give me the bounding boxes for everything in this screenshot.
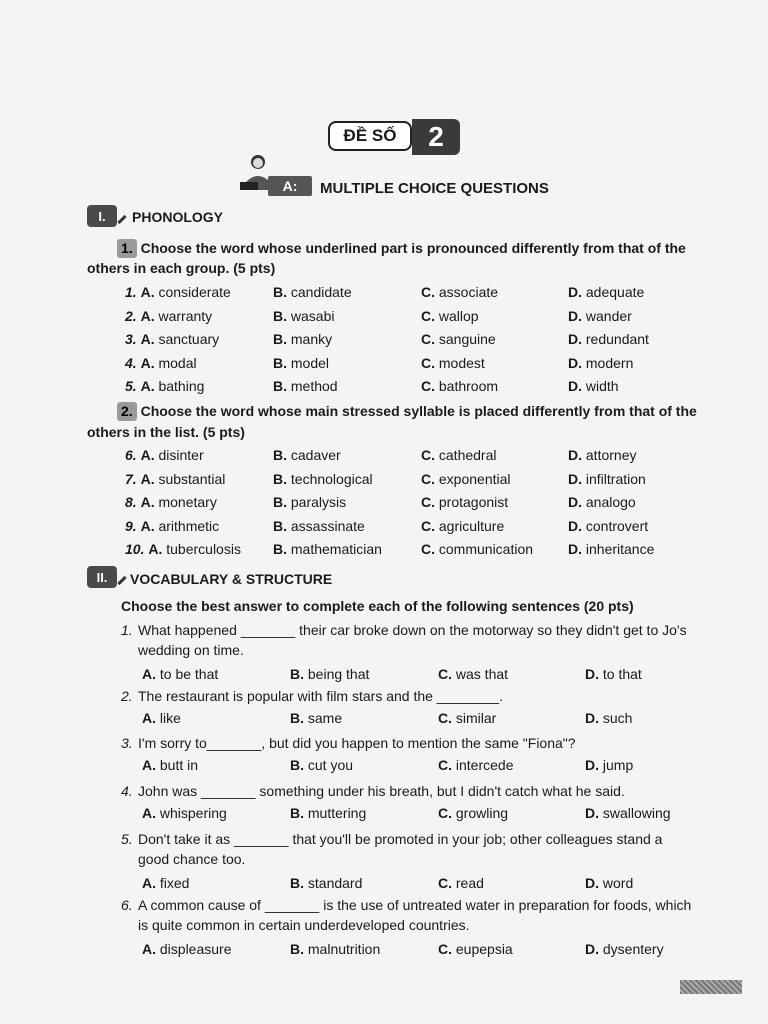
option-text: adequate — [585, 284, 645, 300]
answer-text: to that — [602, 666, 642, 682]
option-letter: A. — [140, 517, 155, 534]
option-d — [568, 331, 649, 347]
option-letter: B. — [273, 354, 287, 371]
question-number: 6. — [121, 897, 133, 913]
option-d — [568, 541, 654, 557]
answer-letter: A. — [142, 941, 156, 957]
item-number: 3. — [125, 331, 137, 347]
option-letter: C. — [421, 541, 435, 557]
answer-letter: D. — [585, 805, 599, 821]
exercise-2-badge: 2. — [117, 402, 137, 421]
option-text: redundant — [585, 331, 649, 347]
option-c — [421, 541, 533, 557]
item-number: 7. — [125, 470, 137, 487]
answer-c — [438, 708, 496, 728]
answer-d — [585, 939, 664, 959]
option-letter: B. — [273, 284, 287, 300]
option-text: cathedral — [438, 447, 497, 463]
option-b — [273, 308, 334, 324]
question-number: 3. — [121, 735, 133, 751]
answer-letter: D. — [585, 666, 599, 682]
option-text: tuberculosis — [166, 541, 241, 557]
option-letter: D. — [568, 494, 582, 510]
option-text: communication — [438, 541, 534, 557]
option-text: cadaver — [290, 447, 341, 463]
answer-text: whispering — [159, 805, 227, 821]
answer-a — [142, 873, 189, 893]
section-1-title: PHONOLOGY — [132, 209, 224, 225]
option-text: modern — [585, 354, 634, 371]
option-text: modal — [158, 354, 197, 371]
answer-b — [290, 803, 366, 823]
option-letter: C. — [421, 470, 435, 487]
part-a-title: MULTIPLE CHOICE QUESTIONS — [320, 180, 549, 197]
option-text: manky — [290, 331, 333, 347]
answer-letter: B. — [290, 666, 304, 682]
option-letter: B. — [273, 331, 287, 347]
option-letter: D. — [568, 517, 582, 534]
option-b — [273, 378, 338, 394]
option-text: model — [290, 354, 330, 371]
option-text: wander — [585, 307, 632, 324]
answer-letter: C. — [438, 710, 452, 726]
answer-text: same — [307, 710, 343, 726]
answer-text: growling — [455, 805, 509, 821]
answer-text: jump — [602, 757, 634, 773]
question-text: The restaurant is popular with film stars and the ________. — [138, 688, 503, 704]
exercise-1-badge: 1. — [117, 239, 137, 258]
option-letter: C. — [421, 354, 435, 371]
option-b — [273, 355, 329, 371]
option-letter: C. — [421, 517, 435, 534]
answer-letter: A. — [142, 757, 156, 773]
option-letter: A. — [140, 494, 155, 510]
answer-b — [290, 939, 380, 959]
question-text-cont: good chance too. — [138, 851, 246, 867]
option-text: sanctuary — [158, 331, 220, 347]
option-letter: D. — [568, 541, 582, 557]
option-text: agriculture — [438, 517, 505, 534]
question-number: 4. — [121, 783, 133, 799]
answer-text: displeasure — [159, 941, 232, 957]
answer-letter: D. — [585, 941, 599, 957]
answer-text: fixed — [159, 875, 190, 891]
answer-a — [142, 755, 198, 775]
option-b — [273, 541, 382, 557]
option-c — [421, 494, 508, 510]
answer-text: read — [455, 875, 484, 891]
section-2-instruction: Choose the best answer to complete each of the following sentences (20 pts) — [121, 598, 634, 614]
option-text: monetary — [158, 494, 217, 510]
option-c — [421, 471, 511, 487]
option-letter: A. — [148, 541, 163, 557]
section-2-title: VOCABULARY & STRUCTURE — [130, 571, 333, 587]
option-c — [421, 355, 485, 371]
option-a — [125, 331, 219, 347]
option-row — [0, 471, 768, 491]
option-text: inheritance — [585, 541, 655, 557]
option-text: attorney — [585, 447, 637, 463]
option-d — [568, 308, 632, 324]
option-b — [273, 284, 352, 300]
answer-c — [438, 803, 508, 823]
option-c — [421, 447, 496, 463]
answer-text: muttering — [307, 805, 367, 821]
exercise-1-line2: others in each group. (5 pts) — [87, 260, 276, 276]
answer-letter: B. — [290, 805, 304, 821]
answer-d — [585, 708, 632, 728]
option-letter: A. — [140, 331, 155, 347]
answer-a — [142, 803, 227, 823]
answer-c — [438, 873, 484, 893]
question-text-cont: is quite common in certain underdeveloped countries. — [138, 917, 470, 933]
pencil-icon — [118, 214, 127, 223]
option-text: protagonist — [438, 494, 509, 510]
answer-text: being that — [307, 666, 370, 682]
option-text: wasabi — [290, 307, 335, 324]
option-letter: C. — [421, 307, 435, 324]
option-b — [273, 471, 373, 487]
question-number: 1. — [121, 622, 133, 638]
option-letter: B. — [273, 378, 287, 394]
option-row — [0, 518, 768, 538]
answer-b — [290, 664, 369, 684]
option-letter: C. — [421, 494, 435, 510]
option-letter: D. — [568, 378, 582, 394]
question-text-cont: wedding on time. — [138, 642, 244, 658]
answer-letter: B. — [290, 757, 304, 773]
option-text: width — [585, 378, 619, 394]
answer-b — [290, 873, 362, 893]
option-letter: A. — [140, 307, 155, 324]
answer-text: eupepsia — [455, 941, 513, 957]
answer-letter: C. — [438, 666, 452, 682]
option-row — [0, 447, 768, 467]
option-d — [568, 518, 648, 534]
option-letter: B. — [273, 541, 287, 557]
option-row — [0, 494, 768, 514]
answer-text: standard — [307, 875, 363, 891]
option-row — [0, 308, 768, 328]
question-number: 5. — [121, 831, 133, 847]
option-a — [125, 541, 241, 557]
option-d — [568, 284, 644, 300]
option-text: sanguine — [438, 331, 496, 347]
option-row — [0, 541, 768, 561]
answer-text: was that — [455, 666, 509, 682]
option-a — [125, 284, 231, 300]
answer-text: malnutrition — [307, 941, 381, 957]
answer-letter: D. — [585, 875, 599, 891]
item-number: 5. — [125, 378, 137, 394]
section-1-badge: I. — [87, 205, 127, 227]
option-text: associate — [438, 284, 499, 300]
option-c — [421, 518, 504, 534]
option-b — [273, 331, 332, 347]
answer-text: to be that — [159, 666, 219, 682]
question-text: What happened _______ their car broke down on the motorway so they didn't get to Jo's — [138, 622, 687, 638]
answer-letter: D. — [585, 710, 599, 726]
option-letter: A. — [140, 354, 155, 371]
answer-text: butt in — [159, 757, 199, 773]
option-text: warranty — [158, 307, 213, 324]
option-text: bathing — [158, 378, 205, 394]
item-number: 9. — [125, 517, 137, 534]
answer-letter: A. — [142, 875, 156, 891]
option-letter: D. — [568, 470, 582, 487]
answer-letter: C. — [438, 757, 452, 773]
answer-text: swallowing — [602, 805, 671, 821]
option-letter: D. — [568, 284, 582, 300]
answer-letter: A. — [142, 710, 156, 726]
option-d — [568, 471, 646, 487]
option-letter: B. — [273, 470, 287, 487]
option-a — [125, 378, 204, 394]
answer-b — [290, 755, 353, 775]
answer-c — [438, 939, 513, 959]
answer-letter: A. — [142, 805, 156, 821]
item-number: 8. — [125, 494, 137, 510]
question-text: I'm sorry to_______, but did you happen to mention the same "Fiona"? — [138, 735, 576, 751]
option-d — [568, 494, 636, 510]
option-text: assassinate — [290, 517, 365, 534]
option-c — [421, 331, 496, 347]
option-a — [125, 471, 225, 487]
answer-letter: B. — [290, 941, 304, 957]
option-text: disinter — [158, 447, 204, 463]
option-row — [0, 355, 768, 375]
option-letter: C. — [421, 378, 435, 394]
option-letter: C. — [421, 331, 435, 347]
option-text: substantial — [158, 470, 226, 487]
answer-c — [438, 664, 508, 684]
option-text: arithmetic — [158, 517, 220, 534]
option-a — [125, 308, 212, 324]
answer-letter: D. — [585, 757, 599, 773]
answer-letter: C. — [438, 941, 452, 957]
exercise-1-line1: 1. Choose the word whose underlined part is pronounced differently from that of the — [117, 239, 686, 258]
option-letter: A. — [140, 284, 155, 300]
option-b — [273, 447, 341, 463]
option-letter: D. — [568, 447, 582, 463]
section-2-badge: II. — [87, 566, 127, 588]
option-b — [273, 494, 346, 510]
option-a — [125, 355, 197, 371]
answer-text: like — [159, 710, 181, 726]
option-text: technological — [290, 470, 373, 487]
option-text: paralysis — [290, 494, 347, 510]
option-row — [0, 378, 768, 398]
option-letter: D. — [568, 331, 582, 347]
option-d — [568, 378, 619, 394]
test-title — [328, 119, 460, 155]
item-number: 4. — [125, 354, 137, 371]
option-letter: C. — [421, 284, 435, 300]
option-letter: B. — [273, 517, 287, 534]
exercise-2-line1: 2. Choose the word whose main stressed syllable is placed differently from that of the — [117, 402, 697, 421]
option-text: infiltration — [585, 470, 646, 487]
option-letter: B. — [273, 447, 287, 463]
option-c — [421, 378, 498, 394]
option-text: method — [290, 378, 338, 394]
option-text: exponential — [438, 470, 511, 487]
option-c — [421, 284, 498, 300]
option-letter: B. — [273, 494, 287, 510]
answer-text: dysentery — [602, 941, 664, 957]
answer-letter: C. — [438, 805, 452, 821]
answer-text: such — [602, 710, 633, 726]
option-b — [273, 518, 365, 534]
answer-b — [290, 708, 342, 728]
answer-c — [438, 755, 513, 775]
option-c — [421, 308, 479, 324]
option-text: controvert — [585, 517, 649, 534]
option-letter: A. — [140, 470, 155, 487]
answer-d — [585, 664, 642, 684]
option-text: considerate — [158, 284, 231, 300]
answer-text: cut you — [307, 757, 354, 773]
question-text: A common cause of _______ is the use of untreated water in preparation for foods, which — [138, 897, 692, 913]
option-letter: D. — [568, 307, 582, 324]
test-label: ĐỀ SỐ — [328, 121, 412, 151]
page-number — [680, 980, 742, 994]
answer-d — [585, 755, 633, 775]
option-letter: A. — [140, 447, 155, 463]
option-a — [125, 518, 219, 534]
answer-d — [585, 803, 671, 823]
part-a-badge: A: — [268, 176, 312, 196]
item-number: 2. — [125, 307, 137, 324]
item-number: 10. — [125, 541, 145, 557]
test-number: 2 — [412, 119, 460, 155]
option-row — [0, 331, 768, 351]
option-letter: C. — [421, 447, 435, 463]
answer-a — [142, 664, 218, 684]
option-text: candidate — [290, 284, 352, 300]
option-a — [125, 494, 217, 510]
item-number: 1. — [125, 284, 137, 300]
answer-letter: B. — [290, 710, 304, 726]
option-letter: B. — [273, 307, 287, 324]
option-a — [125, 447, 204, 463]
answer-a — [142, 939, 232, 959]
option-text: mathematician — [290, 541, 382, 557]
option-text: wallop — [438, 307, 479, 324]
option-letter: D. — [568, 354, 582, 371]
answer-letter: C. — [438, 875, 452, 891]
option-text: bathroom — [438, 378, 499, 394]
answer-letter: A. — [142, 666, 156, 682]
pencil-icon — [118, 575, 127, 584]
item-number: 6. — [125, 447, 137, 463]
option-text: modest — [438, 354, 485, 371]
answer-text: similar — [455, 710, 497, 726]
exercise-2-line2: others in the list. (5 pts) — [87, 424, 245, 440]
answer-letter: B. — [290, 875, 304, 891]
option-d — [568, 355, 633, 371]
option-d — [568, 447, 636, 463]
question-number: 2. — [121, 688, 133, 704]
question-text: John was _______ something under his breath, but I didn't catch what he said. — [138, 783, 625, 799]
option-letter: A. — [140, 378, 155, 394]
answer-text: intercede — [455, 757, 514, 773]
question-text: Don't take it as _______ that you'll be promoted in your job; other colleagues stand a — [138, 831, 663, 847]
option-row — [0, 284, 768, 304]
answer-d — [585, 873, 633, 893]
option-text: analogo — [585, 494, 636, 510]
answer-text: word — [602, 875, 634, 891]
answer-a — [142, 708, 181, 728]
